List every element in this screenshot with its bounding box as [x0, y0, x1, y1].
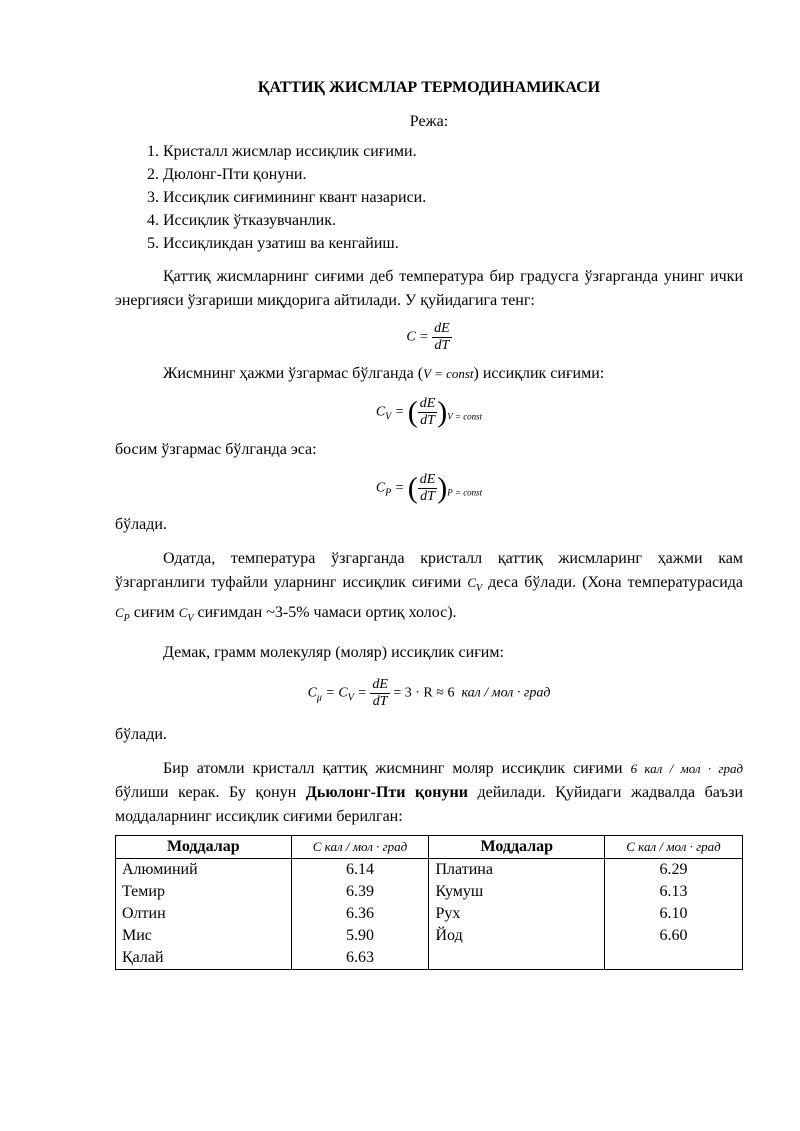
table-header-row	[116, 836, 743, 859]
fraction	[370, 677, 390, 710]
table-cell: 6.10	[659, 905, 688, 923]
table-cell: Олтин	[122, 905, 166, 923]
fraction-numerator: dE	[419, 396, 436, 411]
formula-part: C	[307, 686, 317, 702]
inline-subscript: P	[123, 613, 130, 625]
inline-subscript: V	[476, 583, 483, 595]
law-name: Дьюлонг-Пти қонуни	[305, 784, 468, 802]
paragraph-buladi: бўлади.	[115, 516, 167, 534]
fraction-denominator: dT	[434, 338, 450, 353]
formula-part: = 3 · R ≈ 6	[393, 686, 455, 702]
table-header-unit: C кал / мол · град	[291, 836, 429, 859]
fraction-denominator: dT	[372, 694, 388, 710]
paragraph-molar: Демак, грамм молекуляр (моляр) иссиқлик сиғим:	[163, 644, 504, 662]
paragraph-buladi-2: бўлади.	[115, 726, 167, 744]
formula-cp	[115, 472, 743, 506]
table-cell: 6.14	[346, 861, 375, 879]
document-page	[115, 70, 743, 970]
fraction	[418, 396, 438, 429]
formula-condition: P = const	[447, 487, 483, 498]
formula-equals: =	[394, 404, 405, 420]
left-paren: (	[407, 395, 418, 429]
table-cell: 6.13	[659, 883, 688, 901]
plan-label: Режа:	[409, 113, 449, 130]
right-paren: )	[437, 395, 448, 429]
table-cell: Алюминий	[122, 861, 198, 879]
inline-unit: 6 кал / мол · град	[630, 761, 744, 777]
inline-math: C	[467, 575, 477, 591]
formula-molar	[115, 677, 743, 711]
inline-math: C	[115, 605, 124, 621]
table-cell: Мис	[122, 927, 152, 945]
formula-part: = C	[325, 686, 348, 702]
substance-values-right	[605, 859, 743, 970]
formula-condition: V = const	[447, 411, 483, 422]
formula-subscript: μ	[316, 693, 322, 705]
formula-lhs: C	[375, 404, 386, 420]
formula-unit: кал / мол · град	[461, 686, 551, 702]
table-header: Моддалар	[429, 836, 605, 859]
table-cell: 6.63	[346, 949, 375, 967]
inline-subscript: V	[187, 613, 194, 625]
heat-capacity-table	[115, 835, 743, 970]
formula-subscript: V	[385, 411, 392, 423]
substance-names-left	[116, 859, 292, 970]
paragraph-const-pressure: босим ўзгармас бўлганда эса:	[115, 440, 317, 458]
fraction-numerator: dE	[434, 321, 450, 336]
formula-equals: =	[394, 480, 405, 496]
page-title: ҚАТТИҚ ЖИСМЛАР ТЕРМОДИНАМИКАСИ	[257, 79, 601, 96]
table-cell: Платина	[435, 861, 493, 879]
left-paren: (	[407, 471, 418, 505]
text-segment: сиғим	[133, 604, 175, 622]
table-cell: Темир	[122, 883, 165, 901]
fraction	[432, 321, 452, 354]
paragraph-dulong-petit	[115, 757, 743, 829]
formula-subscript: P	[385, 487, 392, 499]
table-cell: 6.29	[659, 861, 688, 879]
substance-names-right	[429, 859, 605, 970]
formula-cv	[115, 396, 743, 430]
text-segment: ) иссиқлик сиғими:	[473, 365, 605, 382]
inline-math: C	[178, 605, 188, 621]
plan-item: 2. Дюлонг-Пти қонуни.	[163, 163, 743, 186]
formula-lhs: C	[375, 480, 386, 496]
table-header: Моддалар	[116, 836, 292, 859]
table-cell: 6.39	[346, 883, 375, 901]
inline-math: V = const	[423, 366, 474, 381]
text-segment: деса бўлади. (Хона температурасида	[488, 574, 744, 592]
plan-item: 1. Кристалл жисмлар иссиқлик сиғими.	[163, 140, 743, 163]
plan-list	[115, 140, 743, 255]
text-segment: Одатда, температура ўзгарганда кристалл қаттиқ жисмларинг ҳажми кам ўзгарганлиги туфайли уларнинг иссиқлик сиғими	[115, 550, 743, 592]
text-segment: Жисмнинг ҳажми ўзгармас бўлганда (	[163, 365, 424, 382]
table-header-unit: C кал / мол · град	[605, 836, 743, 859]
substance-values-left	[291, 859, 429, 970]
table-cell: 6.60	[659, 927, 688, 945]
plan-item: 3. Иссиқлик сиғимининг квант назариси.	[163, 186, 743, 209]
formula-equals: =	[357, 686, 367, 702]
formula-heat-capacity	[115, 321, 743, 354]
paragraph-cv-cp	[115, 547, 743, 631]
fraction-numerator: dE	[419, 471, 436, 487]
table-cell: 6.36	[346, 905, 375, 923]
table-cell: 5.90	[346, 927, 375, 945]
plan-item: 4. Иссиқлик ўтказувчанлик.	[163, 209, 743, 232]
fraction-denominator: dT	[420, 488, 435, 504]
table-cell: Кумуш	[435, 883, 484, 901]
formula-lhs: C =	[406, 329, 429, 345]
table-cell: Йод	[435, 927, 463, 945]
table-cell: Рух	[435, 905, 461, 923]
fraction-numerator: dE	[372, 677, 388, 693]
table-cell: Қалай	[122, 949, 164, 967]
fraction	[418, 472, 438, 505]
paragraph-const-volume	[115, 362, 743, 386]
table-row	[116, 859, 743, 970]
plan-item: 5. Иссиқликдан узатиш ва кенгайиш.	[163, 232, 743, 255]
paragraph-definition: Қаттиқ жисмларнинг сиғими деб температура бир градусга ўзгарганда унинг ички энергияси ўзгариши миқдорига айтилади. У қуйидагига тенг:	[115, 268, 743, 309]
text-segment: сиғимдан ~3-5% чамаси ортиқ холос).	[197, 604, 457, 622]
right-paren: )	[437, 471, 448, 505]
text-segment: бўлиши керак. Бу қонун	[115, 784, 306, 802]
text-segment: дейилади. Қуйидаги жадвалда баъзи моддаларнинг иссиқлик сиғими берилган:	[115, 784, 744, 826]
fraction-denominator: dT	[420, 413, 435, 428]
text-segment: Бир атомли кристалл қаттиқ жисмнинг моляр иссиқлик сиғими	[163, 760, 623, 778]
formula-subscript: V	[347, 693, 354, 705]
